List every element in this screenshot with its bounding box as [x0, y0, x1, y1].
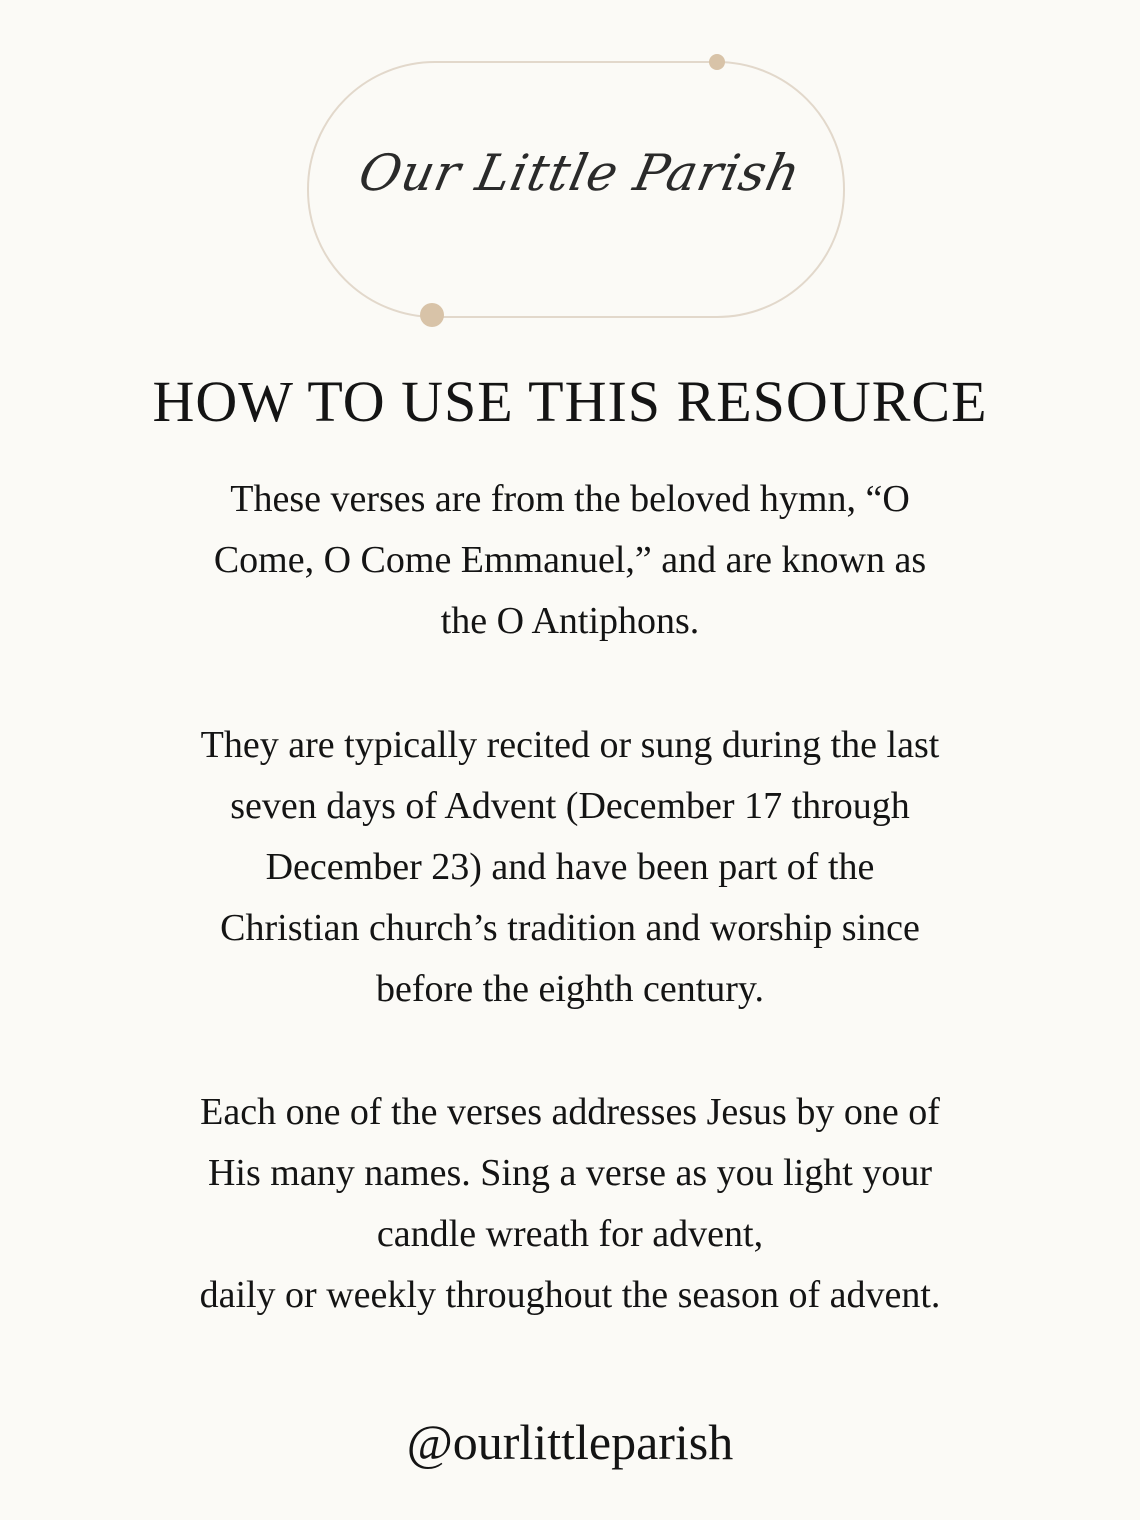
- paragraph-line: His many names. Sing a verse as you light your: [207, 1152, 932, 1194]
- paragraph-history: [0, 715, 1140, 1020]
- logo: [300, 52, 860, 332]
- paragraph-intro: [0, 469, 1140, 652]
- social-handle: @ourlittleparish: [406, 1414, 734, 1470]
- paragraph-line: the O Antiphons.: [440, 600, 700, 642]
- paragraph-line: Christian church’s tradition and worship since: [220, 907, 920, 949]
- logo-bottom-dot-icon: [420, 303, 444, 327]
- logo-top-dot-icon: [709, 54, 725, 70]
- paragraph-line: seven days of Advent (December 17 through: [230, 785, 910, 827]
- paragraph-usage: [0, 1082, 1140, 1326]
- paragraph-line: Each one of the verses addresses Jesus by one of: [200, 1091, 940, 1133]
- logo-script-text: Our Little Parish: [353, 144, 807, 202]
- paragraph-line: Come, O Come Emmanuel,” and are known as: [213, 539, 927, 581]
- paragraph-line: They are typically recited or sung during the last: [200, 724, 940, 766]
- paragraph-line: daily or weekly throughout the season of advent.: [199, 1274, 941, 1316]
- paragraph-line: These verses are from the beloved hymn, “O: [230, 478, 910, 520]
- page-title: HOW TO USE THIS RESOURCE: [152, 369, 988, 434]
- paragraph-line: December 23) and have been part of the: [265, 846, 875, 888]
- paragraph-line: before the eighth century.: [376, 968, 764, 1010]
- paragraph-line: candle wreath for advent,: [376, 1213, 764, 1255]
